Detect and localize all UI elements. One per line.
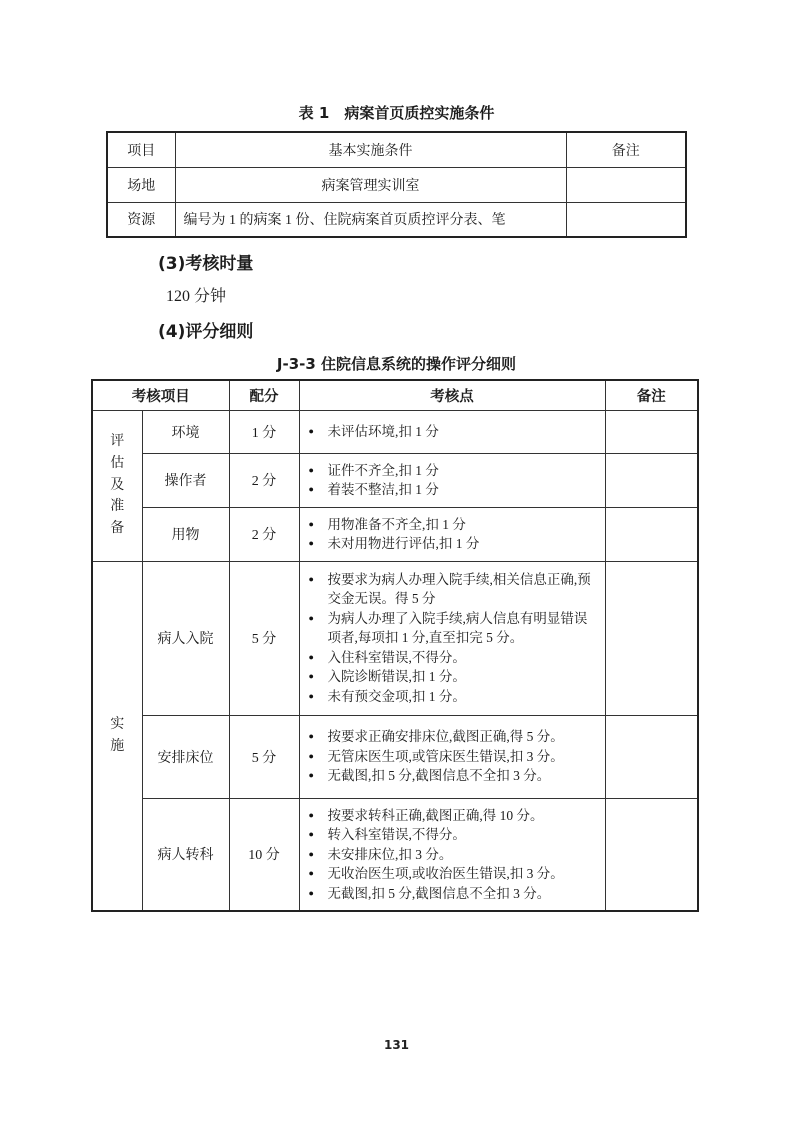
point-text: 证件不齐全,扣 1 分 <box>327 462 439 478</box>
point-line <box>309 534 599 554</box>
item-cell: 安排床位 <box>142 715 229 798</box>
table2-header-row <box>92 380 698 410</box>
point-text: 未评估环境,扣 1 分 <box>327 423 439 439</box>
bullet-icon: ● <box>308 464 314 475</box>
point-line <box>309 422 599 442</box>
bullet-icon: ● <box>308 690 314 701</box>
bullet-icon: ● <box>308 770 314 781</box>
note-cell <box>605 715 698 798</box>
table2-header-note: 备注 <box>605 380 698 410</box>
score-cell: 10 分 <box>229 798 299 911</box>
note-cell <box>605 507 698 561</box>
table1-title: 表 1 病案首页质控实施条件 <box>298 104 495 122</box>
points-cell <box>299 453 605 507</box>
table2-header-item: 考核项目 <box>92 380 229 410</box>
score-cell: 5 分 <box>229 561 299 715</box>
point-line <box>309 648 599 668</box>
point-line <box>309 825 599 845</box>
bullet-icon: ● <box>308 651 314 662</box>
bullet-icon: ● <box>308 809 314 820</box>
point-line <box>309 766 599 786</box>
point-text: 入院诊断错误,扣 1 分。 <box>327 669 466 685</box>
bullet-icon: ● <box>308 848 314 859</box>
table2-row-transfer <box>92 798 698 911</box>
point-line <box>309 570 599 609</box>
item-cell: 病人入院 <box>142 561 229 715</box>
table2-header-score: 配分 <box>229 380 299 410</box>
point-text: 按要求正确安排床位,截图正确,得 5 分。 <box>327 729 564 745</box>
group-label: 实施 <box>110 717 125 754</box>
points-cell <box>299 561 605 715</box>
table1-cell-note <box>566 202 686 237</box>
bullet-icon: ● <box>308 425 314 436</box>
item-cell: 病人转科 <box>142 798 229 911</box>
point-line <box>309 884 599 904</box>
bullet-icon: ● <box>308 518 314 529</box>
page-number: 131 <box>383 1038 410 1052</box>
exam-duration-value: 120 分钟 <box>166 288 227 305</box>
section-heading-exam-duration: (3)考核时量 <box>158 254 254 274</box>
point-text: 按要求转科正确,截图正确,得 10 分。 <box>327 807 544 823</box>
table1-cell-content: 编号为 1 的病案 1 份、住院病案首页质控评分表、笔 <box>175 202 566 237</box>
group-cell-preparation <box>92 410 142 561</box>
note-cell <box>605 453 698 507</box>
bullet-icon: ● <box>308 573 314 584</box>
note-cell <box>605 561 698 715</box>
point-text: 未有预交金项,扣 1 分。 <box>327 688 466 704</box>
point-text: 转入科室错误,不得分。 <box>327 827 466 842</box>
table2-row-operator <box>92 453 698 507</box>
point-text: 无收治医生项,或收治医生错误,扣 3 分。 <box>327 866 564 881</box>
point-line <box>309 864 599 884</box>
note-cell <box>605 410 698 453</box>
bullet-icon: ● <box>308 731 314 742</box>
point-line <box>309 727 599 747</box>
table2 <box>91 379 699 912</box>
score-cell: 5 分 <box>229 715 299 798</box>
bullet-icon: ● <box>308 671 314 682</box>
table1-cell-note <box>566 167 686 202</box>
point-text: 无截图,扣 5 分,截图信息不全扣 3 分。 <box>327 885 551 901</box>
point-line <box>309 747 599 767</box>
point-text: 无截图,扣 5 分,截图信息不全扣 3 分。 <box>327 768 551 784</box>
point-text: 未安排床位,扣 3 分。 <box>327 846 453 862</box>
table2-row-admission <box>92 561 698 715</box>
table2-header-points: 考核点 <box>299 380 605 410</box>
item-cell: 环境 <box>142 410 229 453</box>
table1-cell-content: 基本实施条件 <box>175 132 566 167</box>
table2-row-bed-assignment <box>92 715 698 798</box>
score-cell: 2 分 <box>229 453 299 507</box>
point-line <box>309 480 599 500</box>
points-cell <box>299 715 605 798</box>
points-cell <box>299 798 605 911</box>
table1-row-resource <box>107 202 686 237</box>
point-text: 入住科室错误,不得分。 <box>327 649 466 665</box>
point-line <box>309 461 599 481</box>
point-line <box>309 609 599 648</box>
bullet-icon: ● <box>308 829 314 839</box>
point-text: 无管床医生项,或管床医生错误,扣 3 分。 <box>327 748 564 764</box>
score-cell: 2 分 <box>229 507 299 561</box>
table1-cell-content: 病案管理实训室 <box>175 167 566 202</box>
bullet-icon: ● <box>308 868 314 878</box>
point-line <box>309 667 599 687</box>
table1-cell-label: 资源 <box>107 202 175 237</box>
table1-row-site <box>107 167 686 202</box>
point-line <box>309 845 599 865</box>
point-text: 用物准备不齐全,扣 1 分 <box>327 516 466 532</box>
point-line <box>309 806 599 826</box>
note-cell <box>605 798 698 911</box>
table1-cell-note: 备注 <box>566 132 686 167</box>
point-line <box>309 687 599 707</box>
bullet-icon: ● <box>308 750 314 761</box>
bullet-icon: ● <box>308 887 314 898</box>
table1 <box>106 131 687 238</box>
table1-cell-label: 场地 <box>107 167 175 202</box>
table2-row-environment <box>92 410 698 453</box>
table2-title: J-3-3 住院信息系统的操作评分细则 <box>276 355 517 373</box>
bullet-icon: ● <box>308 538 314 548</box>
point-text: 按要求为病人办理入院手续,相关信息正确,预交金无误。得 5 分 <box>327 571 591 607</box>
point-line <box>309 515 599 535</box>
point-text: 未对用物进行评估,扣 1 分 <box>327 536 480 551</box>
table2-row-supplies <box>92 507 698 561</box>
point-text: 为病人办理了入院手续,病人信息有明显错误项者,每项扣 1 分,直至扣完 5 分。 <box>327 610 588 646</box>
group-cell-implementation <box>92 561 142 911</box>
section-heading-scoring-rules: (4)评分细则 <box>158 322 254 342</box>
item-cell: 操作者 <box>142 453 229 507</box>
group-label: 评估及准备 <box>110 434 125 537</box>
table1-cell-label: 项目 <box>107 132 175 167</box>
point-text: 着装不整洁,扣 1 分 <box>327 482 439 497</box>
item-cell: 用物 <box>142 507 229 561</box>
bullet-icon: ● <box>308 484 314 494</box>
points-cell <box>299 410 605 453</box>
score-cell: 1 分 <box>229 410 299 453</box>
table1-header-row <box>107 132 686 167</box>
points-cell <box>299 507 605 561</box>
bullet-icon: ● <box>308 612 314 623</box>
